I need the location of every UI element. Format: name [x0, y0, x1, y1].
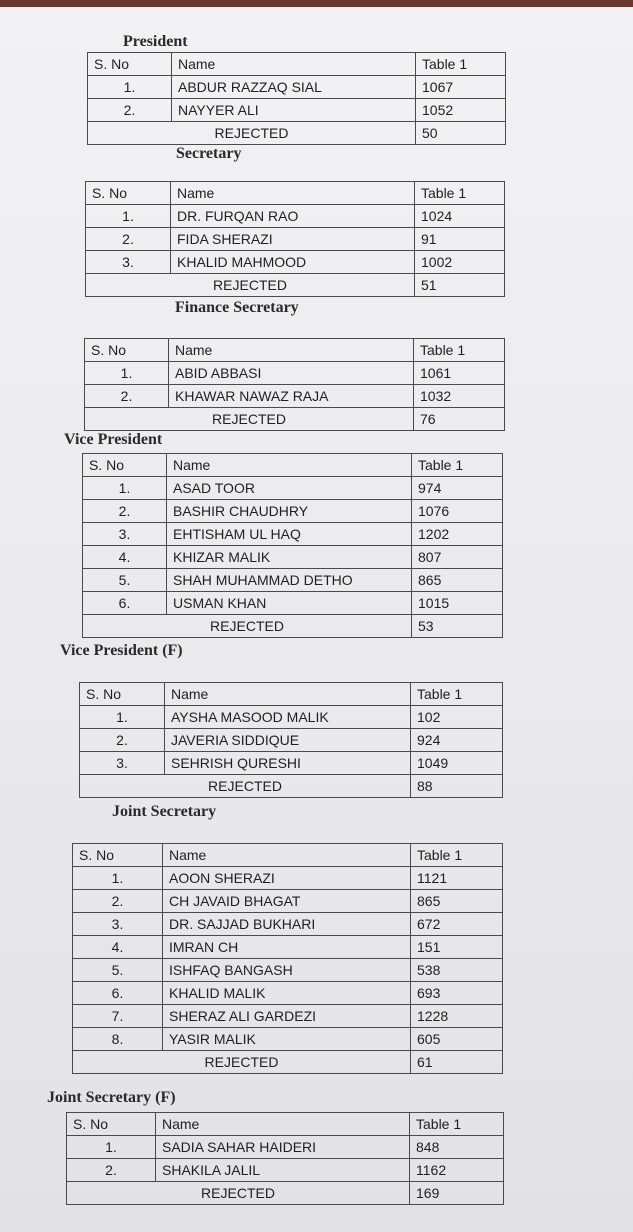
sno-cell: 4.	[73, 936, 163, 959]
results-table-secretary	[85, 181, 505, 297]
table-row	[88, 99, 506, 122]
sno-cell: 1.	[88, 76, 172, 99]
section-title-vice-president: Vice President	[64, 431, 163, 448]
table-row	[83, 500, 503, 523]
table-row	[80, 729, 503, 752]
rejected-row	[88, 122, 506, 145]
vote-count: 151	[411, 936, 503, 959]
table-header-row	[85, 339, 505, 362]
sno-cell: 1.	[67, 1136, 156, 1159]
rejected-count: 76	[414, 408, 505, 431]
vote-count: 1162	[410, 1159, 504, 1182]
candidate-name: KHIZAR MALIK	[167, 546, 412, 569]
rejected-count: 50	[416, 122, 506, 145]
table-row	[88, 76, 506, 99]
header-sno: S. No	[88, 53, 172, 76]
header-sno: S. No	[85, 339, 169, 362]
section-title-joint-secretary: Joint Secretary	[112, 803, 217, 820]
candidate-name: SHAKILA JALIL	[156, 1159, 410, 1182]
vote-count: 1052	[416, 99, 506, 122]
sno-cell: 5.	[73, 959, 163, 982]
table-row	[83, 546, 503, 569]
header-sno: S. No	[86, 182, 171, 205]
rejected-label: REJECTED	[83, 615, 412, 638]
results-table-joint-secretary-f	[66, 1112, 504, 1205]
rejected-label: REJECTED	[80, 775, 411, 798]
sno-cell: 6.	[83, 592, 167, 615]
table-row	[85, 362, 505, 385]
table-row	[73, 890, 503, 913]
rejected-row	[83, 615, 503, 638]
rejected-count: 169	[410, 1182, 504, 1205]
table-row	[85, 385, 505, 408]
rejected-row	[80, 775, 503, 798]
sno-cell: 4.	[83, 546, 167, 569]
sno-cell: 1.	[86, 205, 171, 228]
vote-count: 974	[412, 477, 503, 500]
table-row	[80, 706, 503, 729]
candidate-name: AYSHA MASOOD MALIK	[165, 706, 411, 729]
vote-count: 865	[411, 890, 503, 913]
candidate-name: AOON SHERAZI	[163, 867, 411, 890]
candidate-name: YASIR MALIK	[163, 1028, 411, 1051]
section-title-joint-secretary-f: Joint Secretary (F)	[47, 1089, 176, 1106]
header-table: Table 1	[415, 182, 505, 205]
table-row	[83, 523, 503, 546]
candidate-name: USMAN KHAN	[167, 592, 412, 615]
table-header-row	[73, 844, 503, 867]
section-title-secretary: Secretary	[176, 145, 242, 162]
rejected-label: REJECTED	[73, 1051, 411, 1074]
rejected-count: 61	[411, 1051, 503, 1074]
vote-count: 1049	[411, 752, 503, 775]
vote-count: 1202	[412, 523, 503, 546]
results-table-joint-secretary	[72, 843, 503, 1074]
candidate-name: DR. SAJJAD BUKHARI	[163, 913, 411, 936]
results-table-vice-president	[82, 453, 503, 638]
header-table: Table 1	[411, 683, 503, 706]
rejected-row	[67, 1182, 504, 1205]
section-title-vice-president-f: Vice President (F)	[60, 642, 183, 659]
table-header-row	[83, 454, 503, 477]
table-header-row	[88, 53, 506, 76]
candidate-name: NAYYER ALI	[172, 99, 416, 122]
sno-cell: 3.	[73, 913, 163, 936]
table-row	[83, 477, 503, 500]
rejected-row	[85, 408, 505, 431]
vote-count: 924	[411, 729, 503, 752]
rejected-label: REJECTED	[88, 122, 416, 145]
header-sno: S. No	[67, 1113, 156, 1136]
rejected-count: 51	[415, 274, 505, 297]
sno-cell: 1.	[73, 867, 163, 890]
sno-cell: 2.	[83, 500, 167, 523]
header-table: Table 1	[416, 53, 506, 76]
section-title-finance-secretary: Finance Secretary	[175, 299, 299, 316]
sno-cell: 2.	[80, 729, 165, 752]
rejected-label: REJECTED	[67, 1182, 410, 1205]
vote-count: 605	[411, 1028, 503, 1051]
rejected-count: 53	[412, 615, 503, 638]
candidate-name: DR. FURQAN RAO	[171, 205, 415, 228]
table-row	[73, 1028, 503, 1051]
candidate-name: SHAH MUHAMMAD DETHO	[167, 569, 412, 592]
vote-count: 1067	[416, 76, 506, 99]
table-row	[86, 228, 505, 251]
candidate-name: KHAWAR NAWAZ RAJA	[169, 385, 414, 408]
sno-cell: 7.	[73, 1005, 163, 1028]
header-table: Table 1	[411, 844, 503, 867]
candidate-name: ISHFAQ BANGASH	[163, 959, 411, 982]
table-row	[73, 1005, 503, 1028]
vote-count: 1076	[412, 500, 503, 523]
vote-count: 1015	[412, 592, 503, 615]
vote-count: 672	[411, 913, 503, 936]
vote-count: 693	[411, 982, 503, 1005]
header-name: Name	[171, 182, 415, 205]
candidate-name: SADIA SAHAR HAIDERI	[156, 1136, 410, 1159]
table-row	[73, 936, 503, 959]
table-row	[67, 1159, 504, 1182]
sno-cell: 5.	[83, 569, 167, 592]
header-name: Name	[169, 339, 414, 362]
table-row	[86, 251, 505, 274]
sno-cell: 2.	[86, 228, 171, 251]
vote-count: 807	[412, 546, 503, 569]
vote-count: 91	[415, 228, 505, 251]
vote-count: 1061	[414, 362, 505, 385]
candidate-name: ABID ABBASI	[169, 362, 414, 385]
rejected-label: REJECTED	[85, 408, 414, 431]
table-row	[73, 867, 503, 890]
header-name: Name	[163, 844, 411, 867]
results-table-finance-secretary	[84, 338, 505, 431]
header-name: Name	[167, 454, 412, 477]
header-name: Name	[165, 683, 411, 706]
table-row	[86, 205, 505, 228]
vote-count: 538	[411, 959, 503, 982]
candidate-name: IMRAN CH	[163, 936, 411, 959]
vote-count: 102	[411, 706, 503, 729]
vote-count: 1002	[415, 251, 505, 274]
candidate-name: SHERAZ ALI GARDEZI	[163, 1005, 411, 1028]
vote-count: 1024	[415, 205, 505, 228]
table-row	[73, 982, 503, 1005]
candidate-name: EHTISHAM UL HAQ	[167, 523, 412, 546]
header-name: Name	[156, 1113, 410, 1136]
candidate-name: KHALID MAHMOOD	[171, 251, 415, 274]
header-sno: S. No	[83, 454, 167, 477]
table-header-row	[86, 182, 505, 205]
sno-cell: 3.	[80, 752, 165, 775]
candidate-name: JAVERIA SIDDIQUE	[165, 729, 411, 752]
vote-count: 848	[410, 1136, 504, 1159]
candidate-name: ASAD TOOR	[167, 477, 412, 500]
vote-count: 1032	[414, 385, 505, 408]
table-row	[83, 592, 503, 615]
vote-count: 1228	[411, 1005, 503, 1028]
sno-cell: 3.	[83, 523, 167, 546]
sno-cell: 2.	[73, 890, 163, 913]
photo-top-edge	[0, 0, 633, 7]
sno-cell: 3.	[86, 251, 171, 274]
candidate-name: KHALID MALIK	[163, 982, 411, 1005]
sno-cell: 2.	[85, 385, 169, 408]
header-table: Table 1	[414, 339, 505, 362]
rejected-count: 88	[411, 775, 503, 798]
table-row	[83, 569, 503, 592]
table-row	[73, 959, 503, 982]
sno-cell: 1.	[83, 477, 167, 500]
table-row	[67, 1136, 504, 1159]
sno-cell: 2.	[88, 99, 172, 122]
candidate-name: BASHIR CHAUDHRY	[167, 500, 412, 523]
results-table-vice-president-f	[79, 682, 503, 798]
header-table: Table 1	[410, 1113, 504, 1136]
header-sno: S. No	[80, 683, 165, 706]
candidate-name: FIDA SHERAZI	[171, 228, 415, 251]
sno-cell: 1.	[80, 706, 165, 729]
rejected-row	[86, 274, 505, 297]
header-sno: S. No	[73, 844, 163, 867]
candidate-name: ABDUR RAZZAQ SIAL	[172, 76, 416, 99]
vote-count: 1121	[411, 867, 503, 890]
candidate-name: SEHRISH QURESHI	[165, 752, 411, 775]
sno-cell: 1.	[85, 362, 169, 385]
sno-cell: 8.	[73, 1028, 163, 1051]
header-table: Table 1	[412, 454, 503, 477]
section-title-president: President	[123, 33, 188, 50]
sno-cell: 6.	[73, 982, 163, 1005]
table-header-row	[67, 1113, 504, 1136]
sno-cell: 2.	[67, 1159, 156, 1182]
candidate-name: CH JAVAID BHAGAT	[163, 890, 411, 913]
rejected-label: REJECTED	[86, 274, 415, 297]
header-name: Name	[172, 53, 416, 76]
rejected-row	[73, 1051, 503, 1074]
table-header-row	[80, 683, 503, 706]
vote-count: 865	[412, 569, 503, 592]
table-row	[80, 752, 503, 775]
table-row	[73, 913, 503, 936]
results-table-president	[87, 52, 506, 145]
